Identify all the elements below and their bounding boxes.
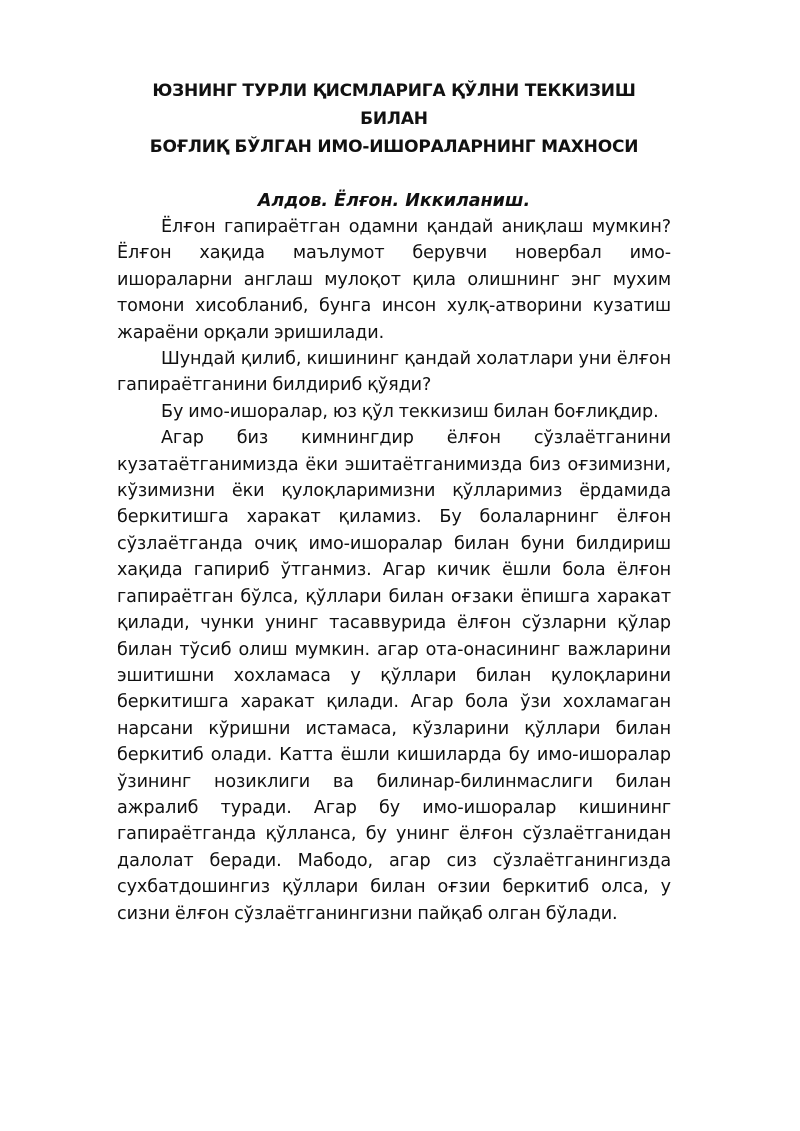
document-page [117, 77, 671, 927]
paragraph: Шундай қилиб, кишининг қандай холатлари уни ёлғон гапираётганини билдириб қўяди? [117, 349, 671, 396]
paragraph: Бу имо-ишоралар, юз қўл теккизиш билан боғлиқдир. [161, 401, 659, 422]
document-body [117, 214, 671, 927]
paragraph: Агар биз кимнингдир ёлғон сўзлаётганини кузатаётганимизда ёки эшитаётганимизда биз оғзимизни, кўзимизни ёки қулоқларимизни қўлларимиз ёрдамида беркитишга харакат қиламиз. Бу болаларнинг ёлғон сўзлаётганда очиқ имо-ишоралар билан буни билдириш хақида гапириб ўтганмиз. Агар кичик ёшли бола ёлғон гапираётган бўлса, қўллари билан оғзаки ёпишга харакат қилади, чунки унинг тасаввурида ёлғон сўзларни қўлар билан тўсиб олиш мумкин. агар ота-онасининг важларини эшитишни хохламаса у қўллари билан қулоқларини беркитишга харакат қилади. Агар бола ўзи хохламаган нарсани кўришни истамаса, кўзларини қўллари билан беркитиб олади. Катта ёшли кишиларда бу имо-ишоралар ўзининг нозиклиги ва билинар-билинмаслиги билан ажралиб туради. Агар бу имо-ишоралар кишининг гапираётганда қўлланса, бу унинг ёлғон сўзлаётганидан далолат беради. Мабодо, агар сиз сўзлаётганингизда сухбатдошингиз қўллари билан оғзии беркитиб олса, у сизни ёлғон сўзлаётганингизни пайқаб олган бўлади. [117, 428, 671, 924]
paragraph: Ёлғон гапираётган одамни қандай аниқлаш мумкин? Ёлғон хақида маълумот берувчи новербал имо-ишораларни англаш мулоқот қила олишнинг энг мухим томони хисобланиб, бунга инсон хулқ-атворини кузатиш жараёни орқали эришилади. [117, 217, 671, 343]
document-subtitle: Алдов. Ёлғон. Иккиланиш. [257, 191, 531, 211]
title-line-1: ЮЗНИНГ ТУРЛИ ҚИСМЛАРИГА ҚЎЛНИ ТЕККИЗИШ БИЛАН [152, 81, 636, 129]
title-line-2: БОҒЛИҚ БЎЛГАН ИМО-ИШОРАЛАРНИНГ МАХНОСИ [149, 137, 639, 157]
document-title [117, 77, 671, 161]
